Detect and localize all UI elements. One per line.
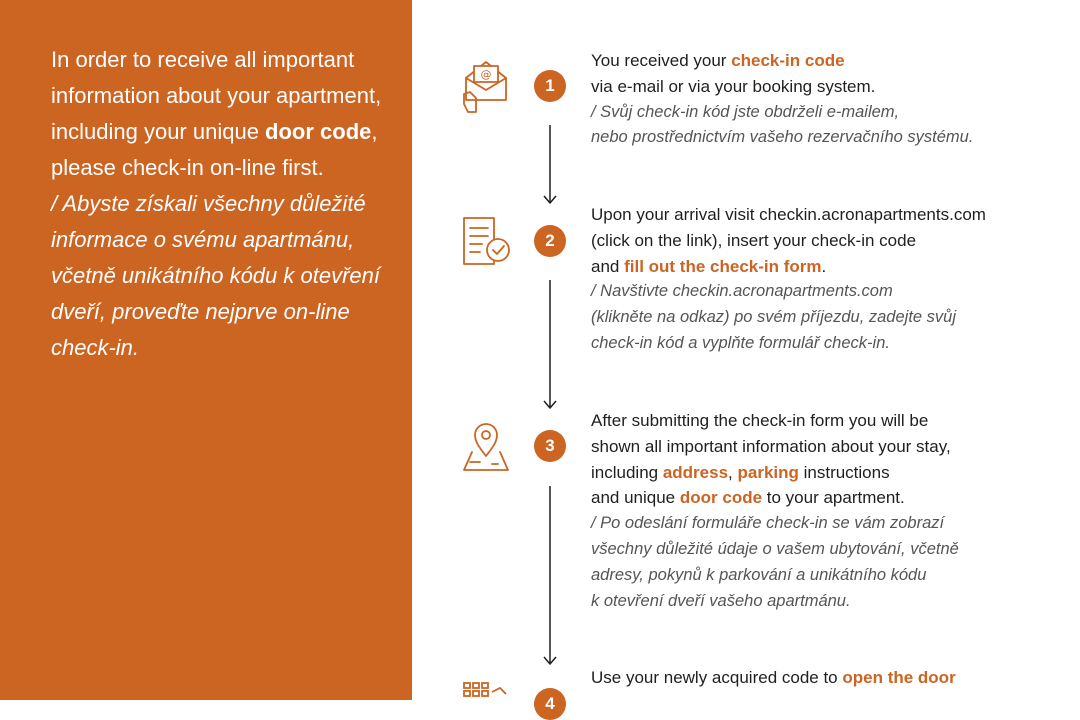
step-1-line2: via e-mail or via your booking system.	[591, 76, 876, 96]
step-2-line2: (click on the link), insert your check-in code	[591, 230, 917, 250]
step-4-text	[591, 665, 1061, 700]
intro-en-part1: In order to receive all important information about your apartment, including your unique	[51, 47, 382, 144]
step-3-text	[591, 408, 1061, 614]
step-2-cz3: check-in kód a vyplňte formulář check-in.	[591, 333, 890, 352]
step-2-line3-post: .	[821, 256, 827, 276]
step-2-cz2: (klikněte na odkaz) po svém příjezdu, zadejte svůj	[591, 308, 957, 327]
step-3-cz3: adresy, pokynů k parkování a unikátního kódu	[591, 565, 927, 584]
step-3-highlight-parking: parking	[737, 462, 799, 482]
intro-en-part2: , please check-in on-line first.	[51, 119, 378, 180]
step-number-4: 4	[534, 688, 566, 720]
step-1-cz1: / Svůj check-in kód jste obdrželi e-mailem,	[591, 102, 900, 121]
step-2-cz1: / Navštivte checkin.acronapartments.com	[591, 282, 893, 301]
step-4-line1: Use your newly acquired code to	[591, 668, 843, 687]
arrow-down-icon	[543, 125, 557, 205]
checklist-form-icon	[460, 212, 512, 272]
step-number-2: 2	[534, 225, 566, 257]
keypad-hand-icon	[460, 680, 512, 700]
step-3-highlight-address: address	[662, 462, 729, 482]
step-2-highlight: fill out the check-in form	[624, 256, 822, 276]
arrow-down-icon	[543, 280, 557, 410]
intro-english	[51, 42, 391, 186]
intro-text	[51, 42, 391, 366]
intro-czech: / Abyste získali všechny důležité informace o svému apartmánu, včetně unikátního kódu k otevření dveří, proveďte nejprve on-line check-in.	[51, 191, 380, 360]
step-1-line1: You received your	[591, 51, 732, 70]
envelope-hand-icon	[460, 56, 512, 116]
step-4-highlight: open the door	[842, 668, 956, 687]
step-number-3: 3	[534, 430, 566, 462]
step-3-line4-pre: and unique	[591, 488, 680, 508]
map-pin-icon	[460, 420, 512, 480]
step-3-line1: After submitting the check-in form you will be	[591, 411, 929, 430]
step-3-line3-pre: including	[591, 462, 663, 482]
step-3-cz2: všechny důležité údaje o vašem ubytování, včetně	[591, 539, 959, 558]
step-1-cz2: nebo prostřednictvím vašeho rezervačního systému.	[591, 128, 974, 147]
step-2-line3-pre: and	[591, 256, 625, 276]
left-panel	[0, 0, 412, 700]
step-3-highlight-door-code: door code	[679, 488, 763, 508]
step-1-text	[591, 48, 1061, 151]
step-3-line3-post: instructions	[798, 462, 890, 482]
step-1-highlight: check-in code	[731, 51, 845, 70]
step-2-text	[591, 202, 1061, 357]
step-3-cz1: / Po odeslání formuláře check-in se vám zobrazí	[591, 514, 945, 533]
intro-en-bold: door code	[265, 119, 372, 144]
step-3-cz4: k otevření dveří vašeho apartmánu.	[591, 591, 851, 610]
step-3-line4-post: to your apartment.	[762, 488, 905, 508]
step-number-1: 1	[534, 70, 566, 102]
step-3-line3-mid: ,	[728, 462, 738, 482]
step-2-line1: Upon your arrival visit checkin.acronapartments.com	[591, 205, 986, 224]
svg-text:@: @	[480, 68, 492, 81]
step-3-line2: shown all important information about your stay,	[591, 436, 951, 456]
arrow-down-icon	[543, 486, 557, 666]
